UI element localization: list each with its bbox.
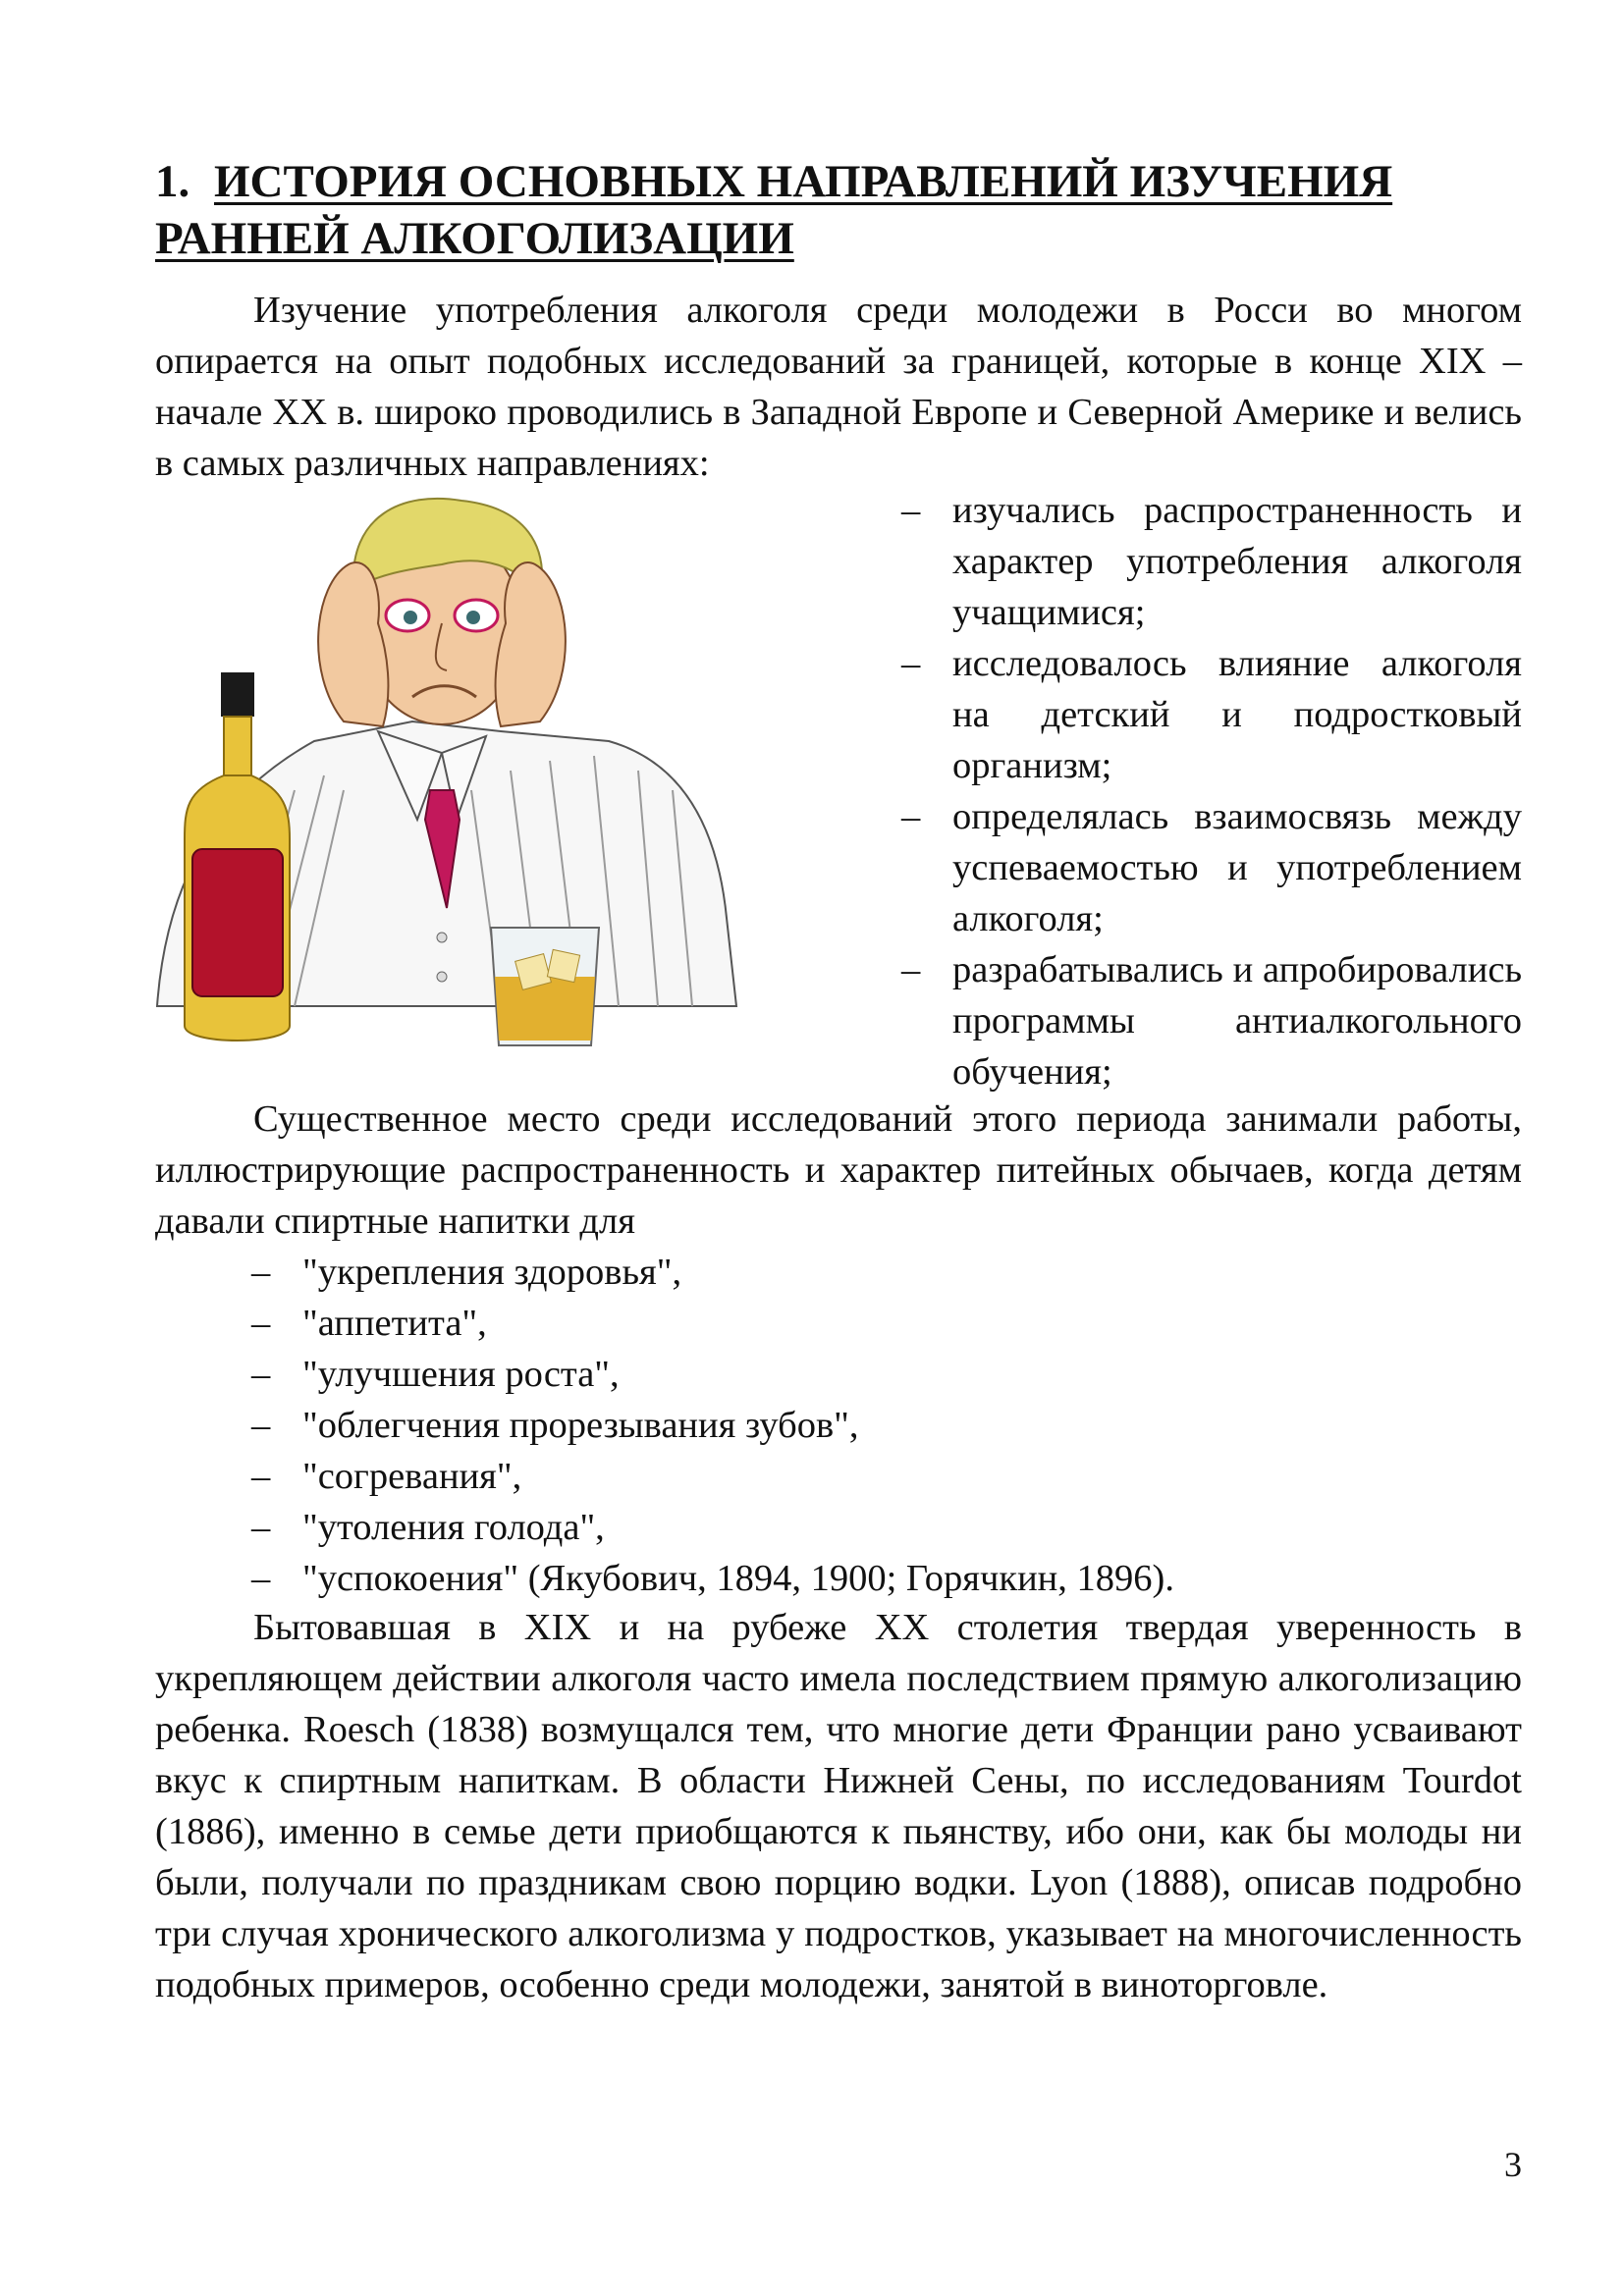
section-heading	[155, 153, 1530, 267]
list-item: – исследовалось влияние алкоголя на детский и подростковый организм;	[901, 638, 1522, 791]
bottle	[185, 672, 290, 1041]
third-paragraph: Бытовавшая в XIX и на рубеже XX столетия твердая уверенность в укрепляющем действии алкоголя часто имела последствием прямую алкоголизацию ребенка. Roesch (1838) возмущался тем, что многие дети Франции рано усваивают вкус к спиртным напиткам. В области Нижней Сены, по исследованиям Tourdot (1886), именно в семье дети приобщаются к пьянству, ибо они, как бы молоды ни были, получали по праздникам свою порцию водки. Lyon (1888), описав подробно три случая хронического алкоголизма у подростков, указывает на многочисленность подобных примеров, особенно среди молодежи, занятой в виноторговле.	[155, 1607, 1522, 2005]
research-directions-list	[901, 485, 1522, 1097]
drunk-man-illustration	[147, 496, 776, 1055]
reasons-list	[251, 1247, 1430, 1604]
whisky-glass	[491, 928, 599, 1045]
list-item: – "облегчения прорезывания зубов",	[251, 1405, 859, 1446]
bullet-dash: –	[901, 949, 921, 990]
bullet-dash: –	[901, 490, 921, 531]
section-title: ИСТОРИЯ ОСНОВНЫХ НАПРАВЛЕНИЙ ИЗУЧЕНИЯ РАННЕЙ АЛКОГОЛИЗАЦИИ	[155, 156, 1393, 264]
list-item: – "улучшения роста",	[251, 1354, 620, 1395]
intro-paragraph: Изучение употребления алкоголя среди молодежи в Росси во многом опирается на опыт подобных исследований за границей, которые в конце XIX – начале XX в. широко проводились в Западной Европе и Северной Америке и велись в самых различных направлениях:	[155, 290, 1522, 484]
list-item: – определялась взаимосвязь между успеваемостью и употреблением алкоголя;	[901, 791, 1522, 944]
bullet-dash: –	[901, 643, 921, 684]
list-item: – "аппетита",	[251, 1303, 487, 1344]
list-item: – "успокоения" (Якубович, 1894, 1900; Горячкин, 1896).	[251, 1558, 1174, 1599]
list-item: – изучались распространенность и характер употребления алкоголя учащимися;	[901, 485, 1522, 638]
section-number: 1.	[155, 156, 190, 207]
list-item: – "согревания",	[251, 1456, 522, 1497]
second-paragraph: Существенное место среди исследований этого периода занимали работы, иллюстрирующие распространенность и характер питейных обычаев, когда детям давали спиртные напитки для	[155, 1098, 1522, 1242]
list-item: – "утоления голода",	[251, 1507, 605, 1548]
bullet-dash: –	[901, 796, 921, 837]
page-number: 3	[1504, 2145, 1522, 2184]
list-item: – разрабатывались и апробировались программы антиалкогольного обучения;	[901, 944, 1522, 1097]
list-item: – "укрепления здоровья",	[251, 1252, 682, 1293]
